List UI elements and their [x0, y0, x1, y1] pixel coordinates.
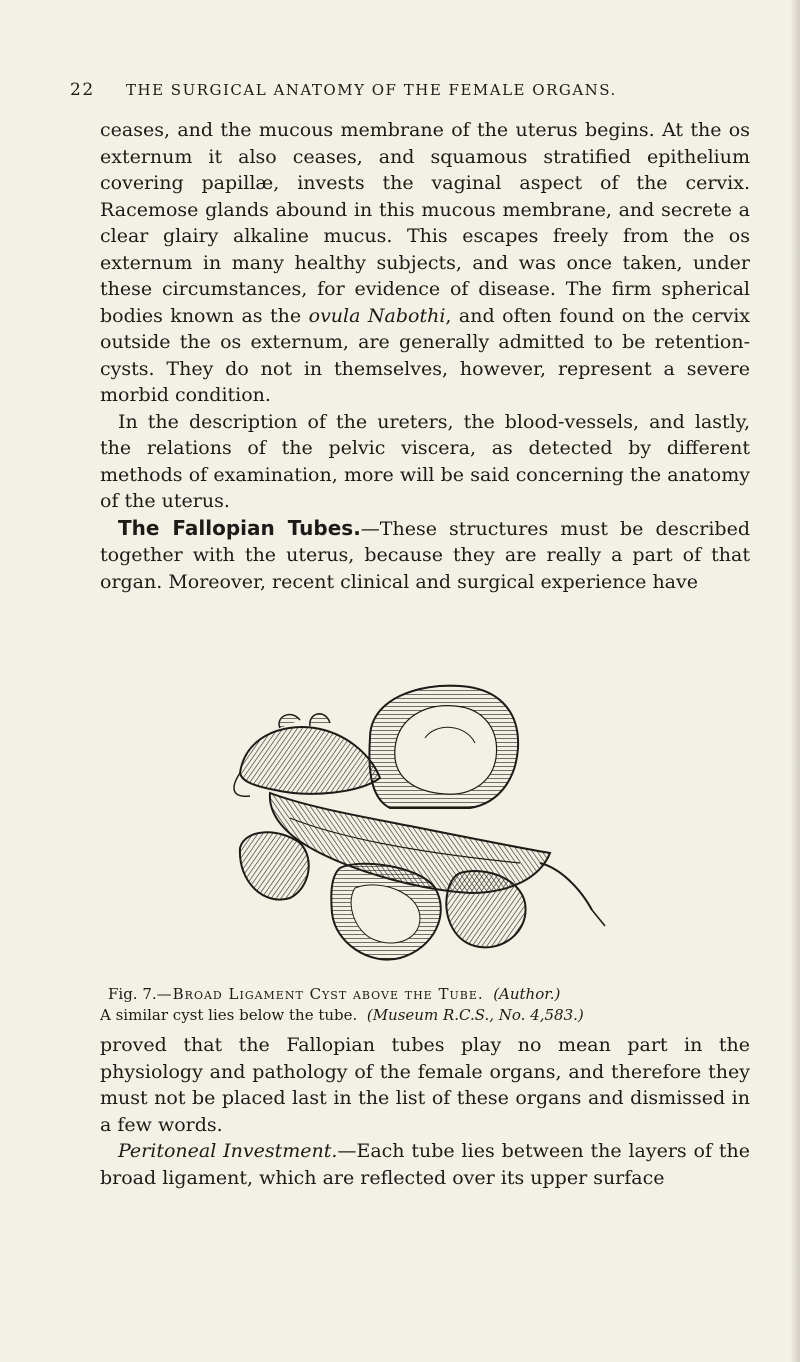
figure-caption-line2 [100, 1006, 740, 1024]
figure-note: A similar cyst lies below the tube. [100, 1006, 358, 1024]
paragraph-peritoneal [100, 1138, 750, 1191]
cyst-shape [369, 686, 518, 808]
figure-source: (Museum R.C.S., No. 4,583.) [366, 1006, 584, 1024]
paragraph-text: —Each tube lies between the layers of the broad ligament, which are reflected over its upper surface [100, 1140, 750, 1189]
paragraph-cervix [100, 117, 750, 409]
page-edge-shadow [790, 0, 800, 1362]
italic-subheading: Peritoneal Investment. [118, 1140, 338, 1162]
paragraph-fallopian [100, 515, 750, 596]
running-head [70, 80, 710, 100]
fimbria-shape [234, 714, 380, 796]
figure-credit: (Author.) [493, 985, 561, 1003]
paragraph-text: —These structures must be described together with the uterus, because they are really a part of that organ. Moreover, recent clinical and surgical experience have [100, 517, 750, 593]
figure-caption-line1 [108, 985, 748, 1003]
text-block-top [100, 117, 750, 595]
paragraph-physiology: proved that the Fallopian tubes play no mean part in the physiology and pathology of the female organs, and therefore they must not be placed last in the list of these organs and dismissed in a few words. [100, 1034, 750, 1136]
figure-label: Fig. 7. [108, 985, 157, 1003]
figure-illustration [220, 678, 640, 978]
figure-title: —Broad Ligament Cyst above the Tube. [156, 985, 484, 1003]
section-heading: The Fallopian Tubes. [118, 515, 361, 540]
running-head-title: THE SURGICAL ANATOMY OF THE FEMALE ORGANS. [126, 81, 617, 99]
paragraph-description: In the description of the ureters, the blood-vessels, and lastly, the relations of the pelvic viscera, as detected by different methods of examination, more will be said concerning the anatomy of the uterus. [100, 410, 750, 512]
page-number: 22 [70, 80, 95, 100]
italic-term: ovula Nabothi [308, 304, 446, 327]
paragraph-text: , and often found on the cervix outside the os externum, are generally admitted to be retention-cysts. They do not in themselves, however, represent a severe morbid condition. [100, 304, 751, 406]
text-block-bottom [100, 1032, 750, 1191]
paragraph-text: ceases, and the mucous membrane of the uterus begins. At the os externum it also ceases, and squamous stratified epithelium covering papillæ, invests the vaginal aspect of the cervix. Racemose glands abound in this mucous membrane, and secrete a clear glairy alkaline mucus. This escapes freely from the os externum in many healthy subjects, and was once taken, under these circumstances, for evidence of disease. The firm spherical bodies known as the [100, 119, 750, 327]
